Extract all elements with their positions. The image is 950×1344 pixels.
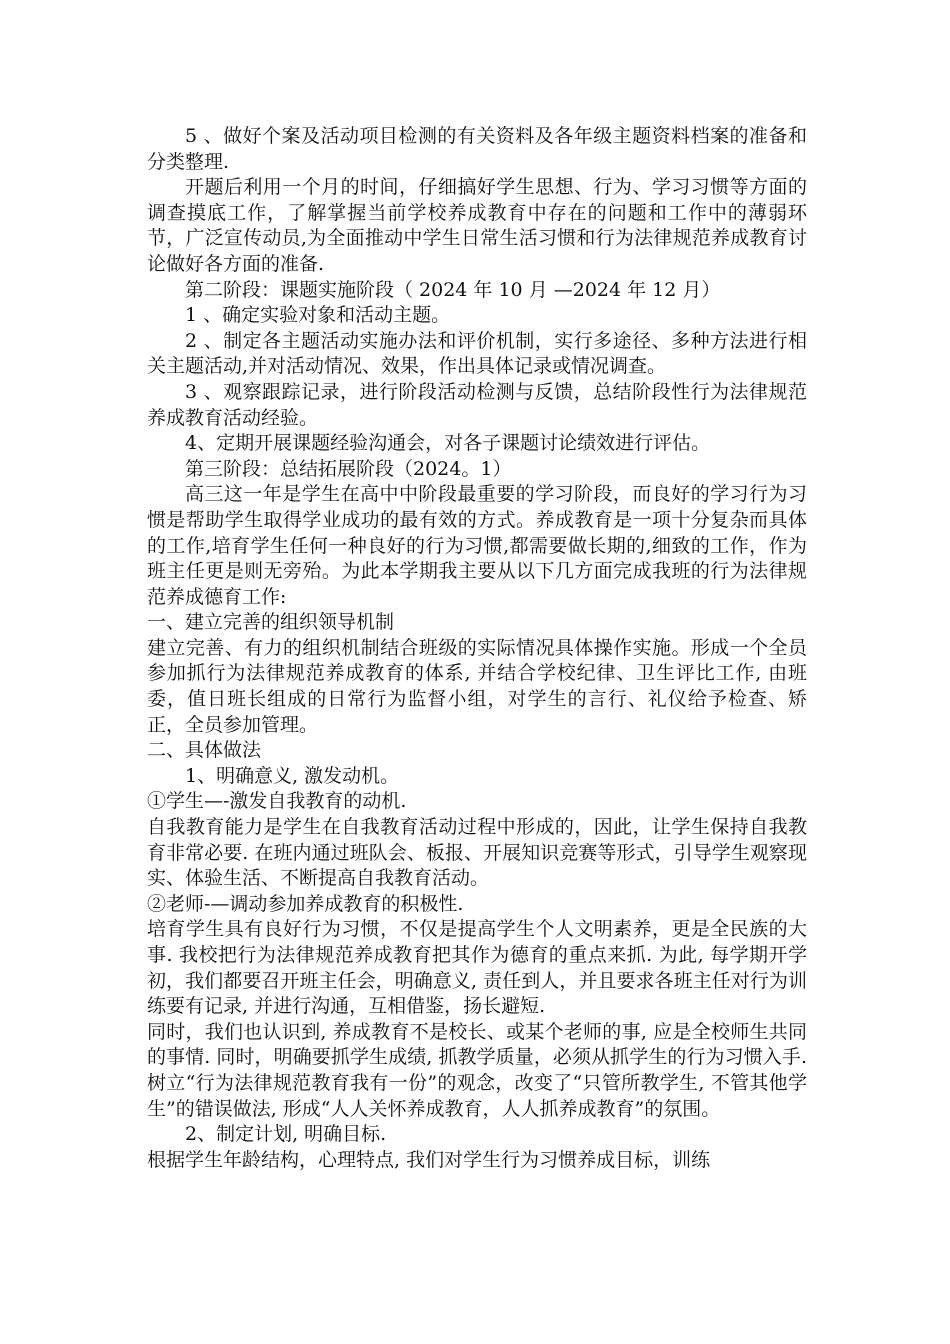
paragraph-stage-two-item-1: 1 、确定实验对象和活动主题。 (185, 304, 451, 327)
heading-section-two: 二、具体做法 (147, 739, 262, 762)
paragraph-self-education: 自我教育能力是学生在自我教育活动过程中形成的，因此，让学生保持自我教育非常必要. 在班内通过班队会、板报、开展知识竞赛等形式，引导学生观察现实、体验生活、不断提高自我教育活动。 (147, 816, 807, 890)
paragraph-stage-two-item-4: 4、定期开展课题经验沟通会，对各子课题讨论绩效进行评估。 (185, 432, 711, 455)
heading-stage-three: 第三阶段：总结拓展阶段（2024。1） (185, 457, 512, 480)
subheading-students: ①学生—-激发自我教育的动机. (147, 790, 407, 813)
paragraph-goals-partial: 根据学生年龄结构，心理特点, 我们对学生行为习惯养成目标，训练 (147, 1148, 711, 1171)
subheading-clarify-meaning: 1、明确意义, 激发动机。 (185, 764, 400, 787)
subheading-teachers: ②老师-—调动参加养成教育的积极性. (147, 892, 464, 915)
subheading-make-plan: 2、制定计划, 明确目标. (185, 1123, 387, 1146)
paragraph-stage-two-item-3: 3 、观察跟踪记录，进行阶段活动检测与反馈，总结阶段性行为法律规范养成教育活动经验。 (147, 380, 807, 429)
paragraph-teacher-role: 培育学生具有良好行为习惯，不仅是提高学生个人文明素养，更是全民族的大事. 我校把行为法律规范养成教育把其作为德育的重点来抓. 为此, 每学期开学初，我们都要召开班主任会，明确意义, 责任到人，并且要求各班主任对行为训练要有记录, 并进行沟通，互相借鉴，扬长避短. (147, 918, 807, 1018)
heading-section-one: 一、建立完善的组织领导机制 (147, 611, 395, 634)
paragraph-senior-year-intro: 高三这一年是学生在高中中阶段最重要的学习阶段，而良好的学习行为习惯是帮助学生取得学业成功的最有效的方式。养成教育是一项十分复杂而具体的工作,培育学生任何一种良好的行为习惯,都需要做长期的,细致的工作，作为班主任更是则无旁殆。为此本学期我主要从以下几方面完成我班的行为法律规范养成德育工作: (147, 483, 807, 608)
document-body (147, 124, 807, 1173)
paragraph-archive-preparation: 5 、做好个案及活动项目检测的有关资料及各年级主题资料档案的准备和分类整理. (147, 125, 807, 173)
paragraph-shared-responsibility: 同时，我们也认识到, 养成教育不是校长、或某个老师的事, 应是全校师生共同的事情. 同时，明确要抓学生成绩, 抓教学质量，必须从抓学生的行为习惯入手. 树立“行为法律规范教育我有一份”的观念，改变了“只管所教学生, 不管其他学生”的错误做法, 形成“人人关怀养成教育，人人抓养成教育”的氛围。 (147, 1020, 807, 1120)
paragraph-organization: 建立完善、有力的组织机制结合班级的实际情况具体操作实施。形成一个全员参加抓行为法律规范养成教育的体系, 并结合学校纪律、卫生评比工作, 由班委，值日班长组成的日常行为监督小组，对学生的言行、礼仪给予检查、矫正，全员参加管理。 (147, 636, 807, 736)
paragraph-opening-survey: 开题后利用一个月的时间，仔细搞好学生思想、行为、学习习惯等方面的调查摸底工作，了解掌握当前学校养成教育中存在的问题和工作中的薄弱环节，广泛宣传动员,为全面推动中学生日常生活习惯和行为法律规范养成教育讨论做好各方面的准备. (147, 176, 807, 275)
paragraph-stage-two-item-2: 2 、制定各主题活动实施办法和评价机制，实行多途径、多种方法进行相关主题活动,并对活动情况、效果，作出具体记录或情况调查。 (147, 329, 807, 378)
heading-stage-two: 第二阶段：课题实施阶段（ 2024 年 10 月 —2024 年 12 月） (185, 278, 721, 301)
